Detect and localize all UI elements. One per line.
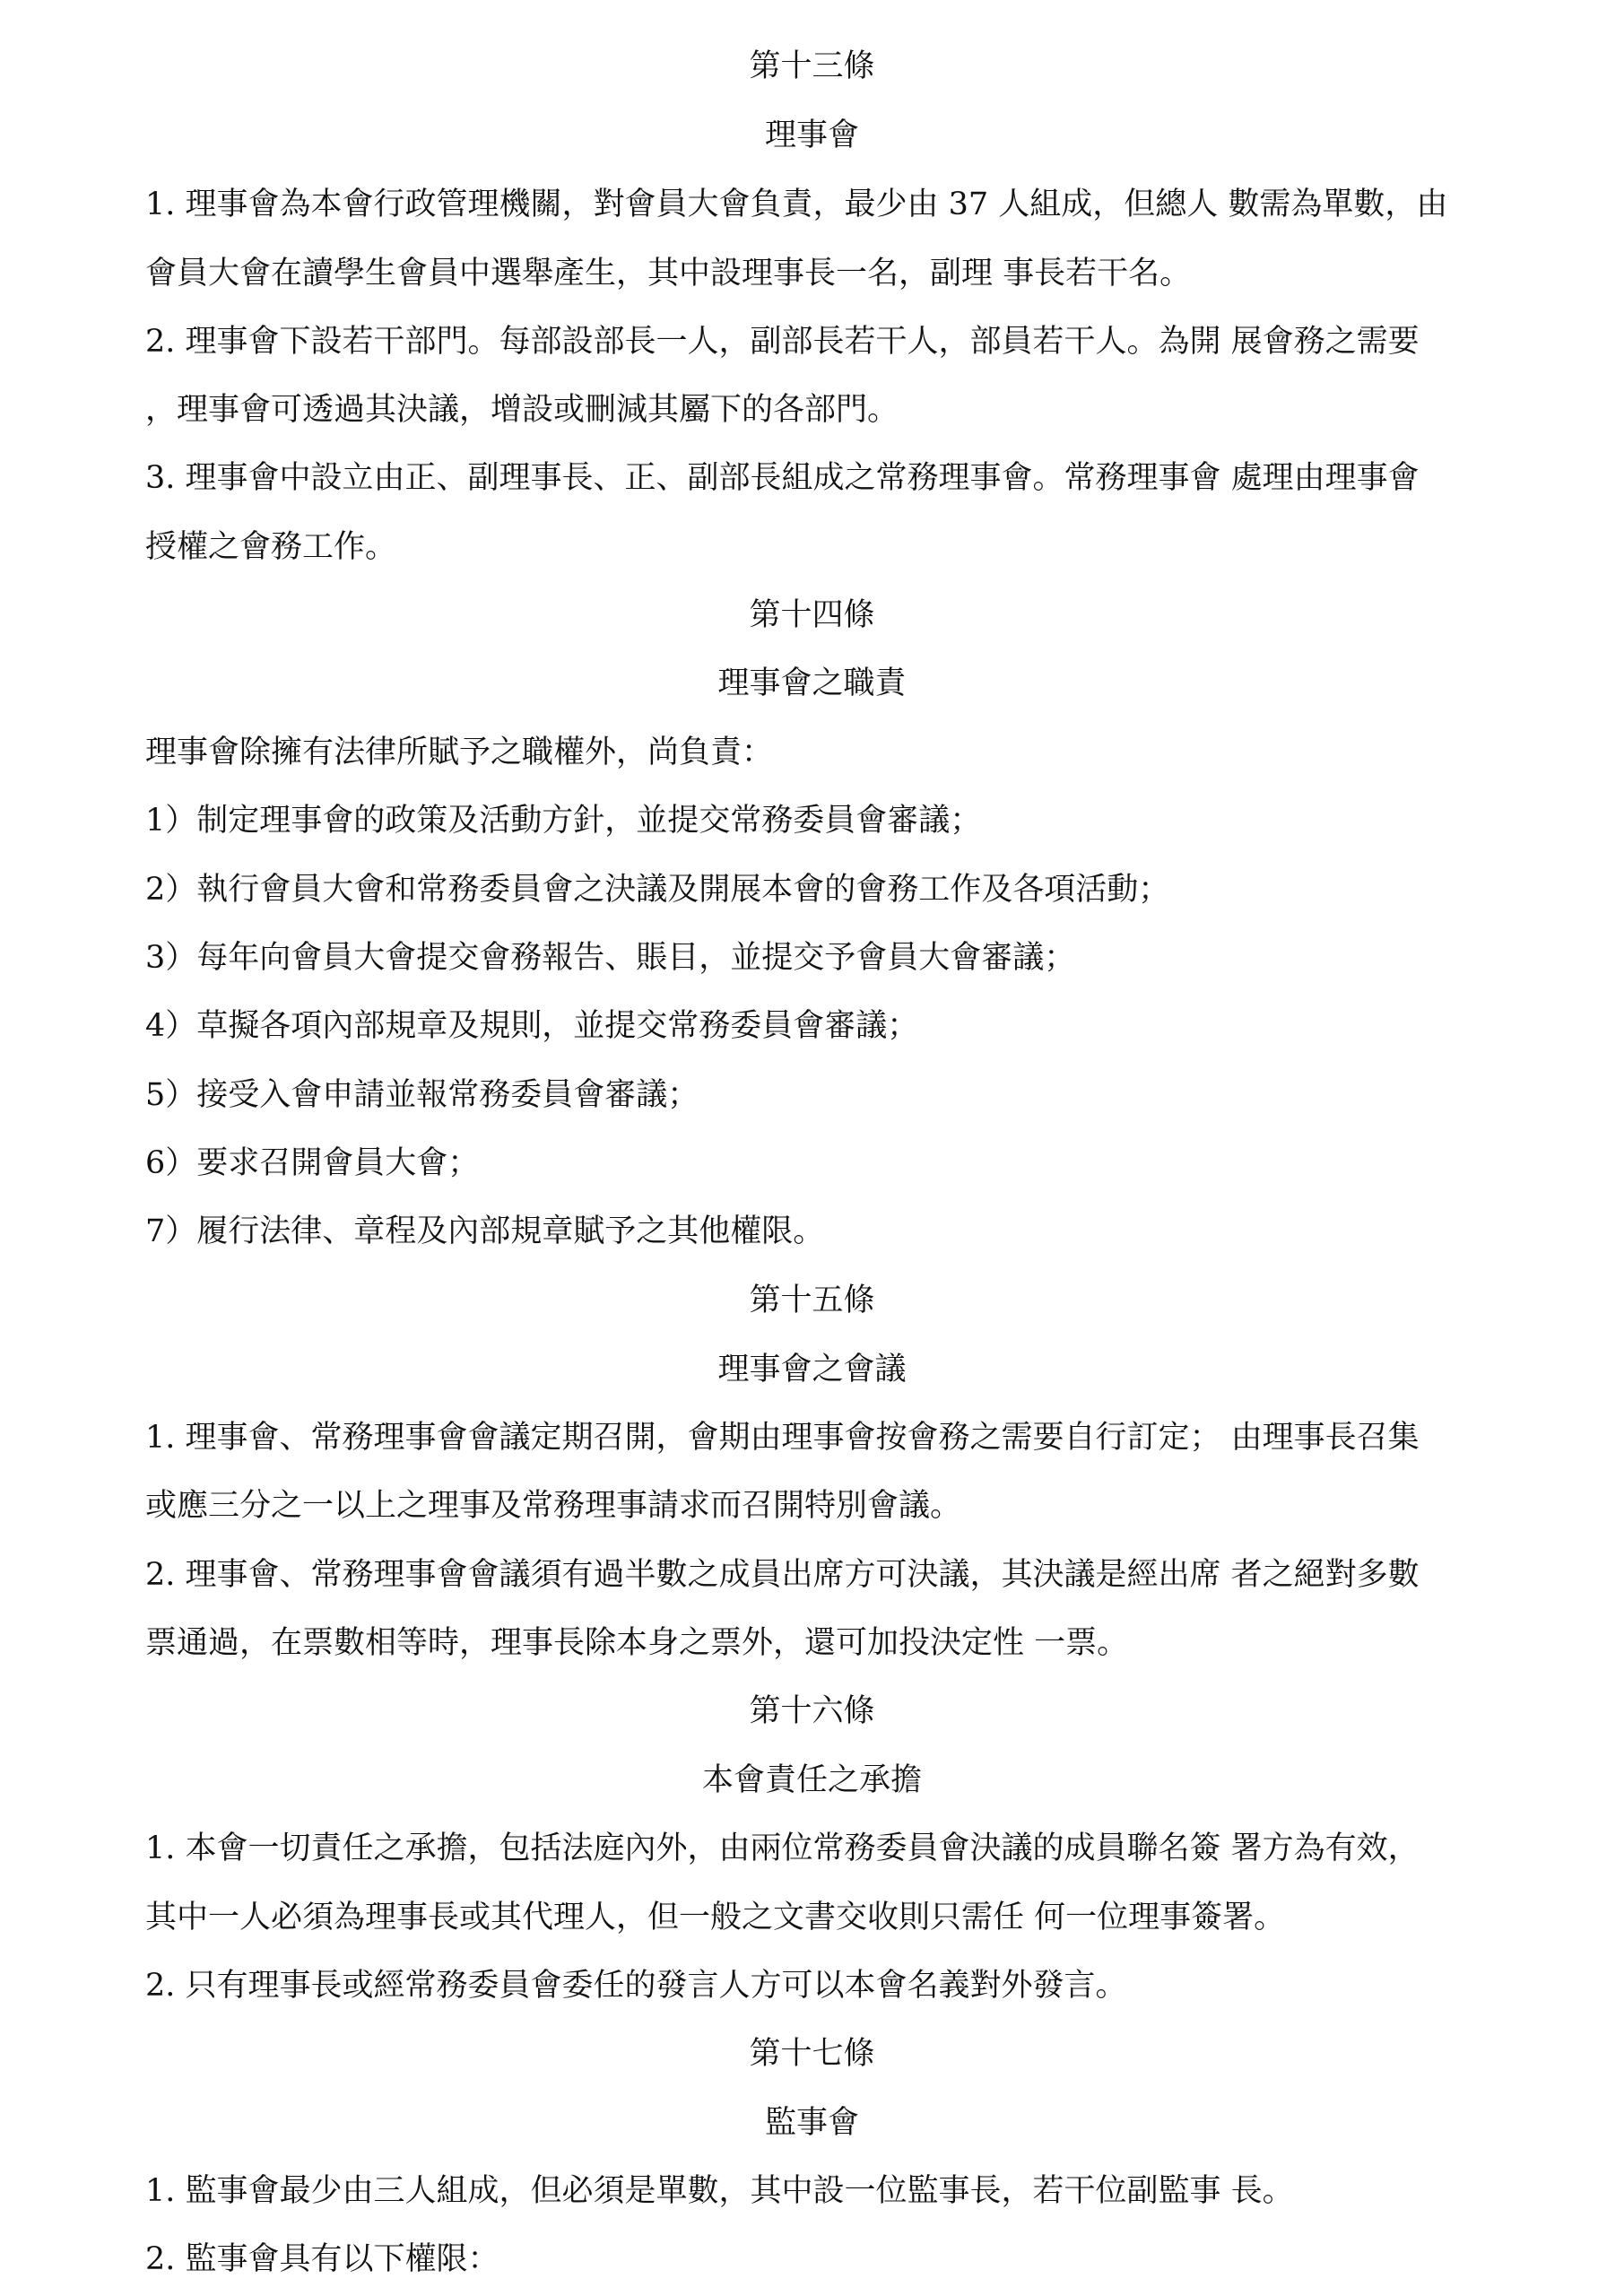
- article-17-heading: 第十七條: [749, 2036, 875, 2072]
- article-14-item-2: 2）執行會員大會和常務委員會之決議及開展本會的會務工作及各項活動；: [145, 872, 1170, 908]
- article-13-line-2: 會員大會在讀學生會員中選舉產生，其中設理事長一名，副理 事長若干名。: [145, 256, 1192, 291]
- article-17-title: 監事會: [764, 2105, 859, 2141]
- article-13-title: 理事會: [764, 117, 859, 153]
- article-13-heading: 第十三條: [749, 48, 875, 84]
- article-13-line-6: 授權之會務工作。: [145, 529, 397, 565]
- article-16-heading: 第十六條: [749, 1693, 875, 1729]
- article-16-line-3: 2. 只有理事長或經常務委員會委任的發言人方可以本會名義對外發言。: [145, 1968, 1127, 2004]
- article-14-intro: 理事會除擁有法律所賦予之職權外，尚負責：: [145, 735, 774, 770]
- article-14-item-7: 7）履行法律、章程及內部規章賦予之其他權限。: [145, 1213, 825, 1249]
- article-14-item-6: 6）要求召開會員大會；: [145, 1145, 480, 1181]
- article-14-item-1: 1）制定理事會的政策及活動方針，並提交常務委員會審議；: [145, 803, 982, 839]
- article-13-line-1: 1. 理事會為本會行政管理機關，對會員大會負責，最少由 37 人組成，但總人 數需為單數，由: [145, 187, 1448, 222]
- article-15-line-4: 票通過，在票數相等時，理事長除本身之票外，還可加投決定性 一票。: [145, 1625, 1129, 1661]
- article-17-line-2: 2. 監事會具有以下權限：: [145, 2241, 499, 2277]
- article-16-line-1: 1. 本會一切責任之承擔，包括法庭內外，由兩位常務委員會決議的成員聯名簽 署方為有效，: [145, 1831, 1420, 1866]
- article-16-line-2: 其中一人必須為理事長或其代理人，但一般之文書交收則只需任 何一位理事簽署。: [145, 1900, 1286, 1935]
- article-13-line-5: 3. 理事會中設立由正、副理事長、正、副部長組成之常務理事會。常務理事會 處理由理事會: [145, 460, 1420, 496]
- article-15-line-2: 或應三分之一以上之理事及常務理事請求而召開特別會議。: [145, 1488, 962, 1524]
- article-14-item-3: 3）每年向會員大會提交會務報告、賬目，並提交予會員大會審議；: [145, 940, 1076, 976]
- article-15-heading: 第十五條: [749, 1283, 875, 1318]
- article-13-line-3: 2. 理事會下設若干部門。每部設部長一人，副部長若干人，部員若干人。為開 展會務之需要: [145, 324, 1420, 360]
- article-14-item-5: 5）接受入會申請並報常務委員會審議；: [145, 1077, 699, 1113]
- article-15-line-1: 1. 理事會、常務理事會會議定期召開，會期由理事會按會務之需要自行訂定； 由理事長召集: [145, 1420, 1420, 1456]
- article-15-title: 理事會之會議: [717, 1352, 907, 1387]
- article-14-item-4: 4）草擬各項內部規章及規則，並提交常務委員會審議；: [145, 1008, 919, 1044]
- article-17-line-1: 1. 監事會最少由三人組成，但必須是單數，其中設一位監事長，若干位副監事 長。: [145, 2173, 1294, 2209]
- article-14-title: 理事會之職責: [717, 665, 907, 701]
- article-13-line-4: ，理事會可透過其決議，增設或刪減其屬下的各部門。: [145, 392, 899, 428]
- article-15-line-3: 2. 理事會、常務理事會會議須有過半數之成員出席方可決議，其決議是經出席 者之絕對多數: [145, 1557, 1420, 1593]
- article-16-title: 本會責任之承擔: [701, 1762, 922, 1798]
- article-14-heading: 第十四條: [749, 597, 875, 633]
